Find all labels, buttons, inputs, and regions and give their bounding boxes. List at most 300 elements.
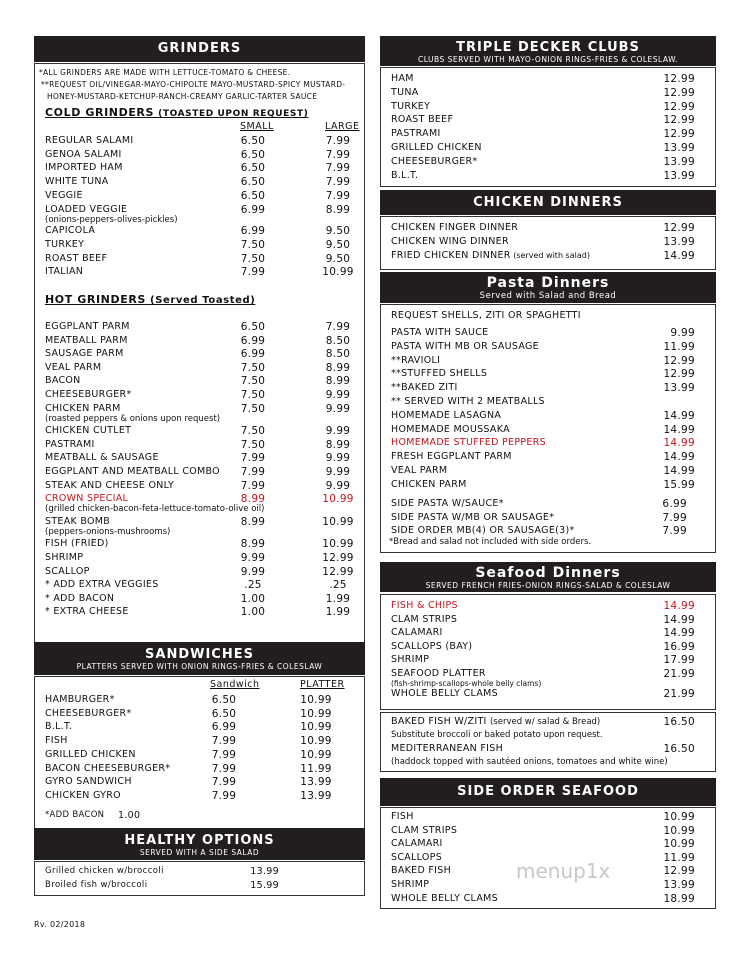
item-price-2: 7.99 <box>325 162 351 175</box>
item-price-1: 7.50 <box>240 238 266 251</box>
item-name: SHRIMP <box>45 552 84 563</box>
item-name: ** SERVED WITH 2 MEATBALLS <box>391 396 545 407</box>
item-name: BACON <box>45 375 81 387</box>
item-price-2: 12.99 <box>322 565 354 578</box>
item-price: 18.99 <box>663 892 695 905</box>
item-price-2: 9.99 <box>325 425 351 438</box>
med-fish-name: MEDITERRANEAN FISH <box>391 743 504 754</box>
item-price-1: 1.00 <box>240 606 266 619</box>
item-description: (peppers-onions-mushrooms) <box>45 526 171 537</box>
triple-header <box>380 36 716 66</box>
cold-grinders-heading <box>45 106 308 119</box>
triple-title: TRIPLE DECKER CLUBS <box>456 40 640 55</box>
item-price: 11.99 <box>663 340 695 353</box>
menu-item <box>35 749 364 762</box>
item-price-1: 6.99 <box>240 348 266 361</box>
item-name: CALAMARI <box>391 627 443 639</box>
menu-item <box>35 480 364 493</box>
item-price: 13.99 <box>663 142 695 154</box>
baked-fish-name <box>391 716 600 727</box>
menu-item <box>35 735 364 748</box>
item-name: CALAMARI <box>391 838 443 850</box>
chicken-box <box>380 216 716 270</box>
cold-grinders-subtitle: (TOASTED UPON REQUEST) <box>158 109 309 119</box>
item-price-2: 8.99 <box>325 438 351 451</box>
menu-item <box>381 437 715 450</box>
item-price-2: 8.99 <box>325 361 351 374</box>
menu-item <box>35 149 364 162</box>
item-price: 12.99 <box>663 865 695 878</box>
item-price-1: 7.50 <box>240 252 266 265</box>
item-price: 12.99 <box>663 86 695 99</box>
item-price-2: 9.50 <box>325 252 351 265</box>
menu-item <box>35 763 364 776</box>
menu-item <box>381 368 715 381</box>
item-name: Broiled fish w/broccoli <box>45 879 148 890</box>
item-price: 12.99 <box>663 128 695 141</box>
triple-box <box>380 67 716 187</box>
add-bacon-row <box>35 810 364 823</box>
item-price: 10.99 <box>663 824 695 837</box>
item-price-1: 7.99 <box>211 762 237 775</box>
menu-item <box>381 101 715 114</box>
item-name: VEAL PARM <box>45 361 102 373</box>
healthy-subtitle: SERVED WITH A SIDE SALAD <box>139 848 260 857</box>
menu-item <box>35 593 364 606</box>
item-price-1: 9.99 <box>240 565 266 578</box>
item-price-2: 9.50 <box>325 225 351 238</box>
menu-item <box>381 355 715 368</box>
item-price-2: 7.99 <box>325 321 351 333</box>
item-name: TURKEY <box>45 238 85 250</box>
item-name: FISH & CHIPS <box>391 600 458 611</box>
item-price: 13.99 <box>663 382 695 395</box>
item-price: 12.99 <box>663 73 695 85</box>
item-name: ITALIAN <box>45 266 84 278</box>
side-seafood-header <box>380 778 716 806</box>
item-price: 13.99 <box>663 155 695 168</box>
seafood-subtitle: SERVED FRENCH FRIES-ONION RINGS-SALAD & COLESLAW <box>425 581 671 590</box>
item-price: 16.99 <box>663 640 695 653</box>
item-price: 14.99 <box>663 423 695 436</box>
item-price-1: 7.99 <box>240 266 266 279</box>
item-name: TUNA <box>391 86 419 98</box>
menu-item <box>381 410 715 423</box>
item-price: 13.99 <box>663 235 695 248</box>
med-fish-sub: (haddock topped with sautéed onions, tomatoes and white wine) <box>391 757 668 767</box>
item-price: 14.99 <box>663 437 695 450</box>
item-name: EGGPLANT PARM <box>45 321 130 332</box>
menu-item <box>35 694 364 707</box>
side-seafood-title: SIDE ORDER SEAFOOD <box>457 784 639 799</box>
item-price-2: 12.99 <box>322 552 354 564</box>
menu-item <box>381 600 715 613</box>
item-price-2: 9.99 <box>325 466 351 478</box>
item-price-1: 7.50 <box>240 389 266 401</box>
menu-item <box>381 498 715 511</box>
item-name: HAMBURGER* <box>45 694 115 705</box>
item-name: CLAM STRIPS <box>391 824 458 836</box>
item-name: VEAL PARM <box>391 465 448 476</box>
item-price-1: 6.50 <box>240 176 266 189</box>
hot-grinders-title: HOT GRINDERS <box>45 293 146 306</box>
menu-item <box>381 838 715 851</box>
sandwiches-box <box>34 676 365 830</box>
item-price-2: 13.99 <box>300 776 332 789</box>
item-name: * ADD BACON <box>45 592 115 604</box>
baked-fish-row <box>381 716 715 729</box>
item-price-2: 9.50 <box>325 238 351 251</box>
item-price: 12.99 <box>663 354 695 367</box>
item-price-2: 10.99 <box>300 694 332 706</box>
item-name: CLAM STRIPS <box>391 613 458 625</box>
item-name: FISH (FRIED) <box>45 538 109 550</box>
item-price-1: 1.00 <box>240 592 266 605</box>
item-description: (roasted peppers & onions upon request) <box>45 413 221 424</box>
item-price-1: 7.99 <box>240 452 266 465</box>
item-name: CHICKEN PARM <box>45 402 121 414</box>
item-price-1: 6.50 <box>240 148 266 161</box>
item-price-2: 7.99 <box>325 189 351 202</box>
seafood-box <box>380 594 716 710</box>
item-price: 10.99 <box>663 811 695 823</box>
menu-item <box>35 866 364 879</box>
menu-item <box>381 327 715 340</box>
menu-item <box>381 614 715 627</box>
item-price-2: 9.99 <box>325 452 351 465</box>
med-fish-row <box>381 743 715 756</box>
item-name: CHICKEN CUTLET <box>45 425 132 437</box>
menu-item <box>35 776 364 789</box>
col-large-header: LARGE <box>325 121 360 132</box>
item-name: B.L.T. <box>391 169 419 181</box>
item-price: 14.99 <box>663 613 695 626</box>
menu-item <box>381 688 715 701</box>
item-name: B.L.T. <box>45 721 73 733</box>
grinders-note-3: HONEY-MUSTARD-KETCHUP-RANCH-CREAMY GARLIC-TARTER SAUCE <box>47 92 318 101</box>
item-price: 14.99 <box>663 627 695 640</box>
item-price-1: 8.99 <box>240 538 266 551</box>
item-name: SCALLOP <box>45 565 90 577</box>
menu-item <box>381 382 715 395</box>
item-price-2: 8.50 <box>325 334 351 347</box>
item-name: VEGGIE <box>45 189 83 201</box>
item-price-2: 9.99 <box>325 402 351 415</box>
item-price-1: 7.99 <box>240 466 266 478</box>
pasta-box <box>380 304 716 553</box>
menu-item <box>35 425 364 438</box>
item-price-2: 8.99 <box>325 203 351 216</box>
menu-item <box>35 538 364 551</box>
pasta-title: Pasta Dinners <box>486 275 610 291</box>
menu-item <box>35 225 364 238</box>
item-description: (fish-shrimp-scallops-whole belly clams) <box>391 679 542 688</box>
menu-item <box>381 236 715 249</box>
grinders-box <box>34 63 365 669</box>
item-price: 7.99 <box>662 511 687 524</box>
menu-item <box>35 239 364 252</box>
item-price: 15.99 <box>250 879 279 891</box>
menu-item <box>35 253 364 266</box>
item-name: HOMEMADE STUFFED PEPPERS <box>391 437 546 449</box>
grinders-note-1: *ALL GRINDERS ARE MADE WITH LETTUCE-TOMATO & CHEESE. <box>39 68 291 77</box>
item-price-1: 7.50 <box>240 425 266 438</box>
item-price-1: 7.99 <box>211 776 237 789</box>
menu-item <box>35 362 364 375</box>
menu-item <box>35 721 364 734</box>
item-name: BAKED FISH <box>391 865 452 877</box>
item-price-2: 1.99 <box>325 592 351 605</box>
item-name: IMPORTED HAM <box>45 162 123 174</box>
menu-item <box>35 335 364 348</box>
menu-item <box>381 156 715 169</box>
baked-fish-title: BAKED FISH W/ZITI <box>391 716 487 727</box>
item-price-1: 6.99 <box>240 203 266 216</box>
item-price-2: 9.99 <box>325 389 351 401</box>
item-name: SCALLOPS (BAY) <box>391 640 473 652</box>
item-price-2: 8.99 <box>325 375 351 388</box>
item-name: CHEESEBURGER* <box>45 707 132 719</box>
item-name: SCALLOPS <box>391 851 443 863</box>
sandwiches-header <box>34 642 365 675</box>
item-price: 14.99 <box>663 451 695 464</box>
item-name: **RAVIOLI <box>391 354 441 366</box>
item-name: BACON CHEESEBURGER* <box>45 762 171 774</box>
item-name: PASTA WITH MB OR SAUSAGE <box>391 340 539 352</box>
menu-item <box>35 439 364 452</box>
chicken-header <box>380 190 716 215</box>
item-price-2: .25 <box>329 579 347 592</box>
menu-item <box>381 87 715 100</box>
menu-item <box>35 566 364 579</box>
item-name: SHRIMP <box>391 879 430 890</box>
menu-item <box>381 222 715 235</box>
item-name: PASTRAMI <box>45 438 95 450</box>
sandwiches-title: SANDWICHES <box>145 647 254 662</box>
pasta-side-note: *Bread and salad not included with side orders. <box>389 537 592 547</box>
revision-date: Rv. 02/2018 <box>34 920 86 929</box>
side-seafood-box <box>380 807 716 909</box>
item-name: CROWN SPECIAL <box>45 493 129 505</box>
right-column <box>380 36 716 916</box>
item-price: 12.99 <box>663 368 695 381</box>
item-name: * EXTRA CHEESE <box>45 606 129 618</box>
item-name: FRIED CHICKEN DINNER (served with salad) <box>391 249 590 261</box>
item-price-2: 7.99 <box>325 135 351 147</box>
menu-item <box>35 176 364 189</box>
item-price-1: 6.50 <box>240 162 266 175</box>
menu-item <box>381 424 715 437</box>
item-name: GRILLED CHICKEN <box>45 748 136 760</box>
item-price-1: 6.50 <box>240 321 266 333</box>
item-name: CHEESEBURGER* <box>45 389 132 400</box>
item-name: * ADD EXTRA VEGGIES <box>45 579 159 591</box>
item-name: SAUSAGE PARM <box>45 348 124 360</box>
item-name: TURKEY <box>391 100 431 112</box>
item-name: EGGPLANT AND MEATBALL COMBO <box>45 466 220 477</box>
item-price-2: 10.99 <box>300 748 332 761</box>
item-name: SIDE PASTA W/SAUCE* <box>391 498 504 509</box>
item-name: SIDE PASTA W/MB OR SAUSAGE* <box>391 511 555 523</box>
item-name: Grilled chicken w/broccoli <box>45 866 164 876</box>
item-price-2: 10.99 <box>300 735 332 748</box>
add-bacon-price: 1.00 <box>118 810 141 821</box>
col-sandwich-header: Sandwich <box>210 679 260 690</box>
menu-item <box>381 128 715 141</box>
item-price-1: 6.50 <box>211 707 237 720</box>
item-price-1: 6.50 <box>240 135 266 147</box>
item-name: WHOLE BELLY CLAMS <box>391 892 498 904</box>
menu-item <box>35 708 364 721</box>
item-price-1: 7.99 <box>240 479 266 492</box>
item-price-2: 10.99 <box>300 721 332 734</box>
menu-item <box>381 451 715 464</box>
item-price-2: 1.99 <box>325 606 351 619</box>
menu-item <box>381 170 715 183</box>
baked-fish-price: 16.50 <box>663 716 695 728</box>
left-column <box>34 36 365 936</box>
item-name: CHICKEN GYRO <box>45 789 121 801</box>
menu-item <box>35 579 364 592</box>
item-name: HOMEMADE LASAGNA <box>391 409 502 421</box>
menu-item <box>381 250 715 263</box>
item-price: 21.99 <box>663 687 695 700</box>
item-price-1: 7.99 <box>211 748 237 761</box>
item-price-1: 7.50 <box>240 402 266 415</box>
item-price-1: 6.50 <box>240 189 266 202</box>
item-price-1: 7.50 <box>240 438 266 451</box>
menu-item <box>381 641 715 654</box>
item-price: 13.99 <box>663 879 695 891</box>
item-name: STEAK BOMB <box>45 515 111 527</box>
item-name: HOMEMADE MOUSSAKA <box>391 423 510 435</box>
item-price-1: 6.50 <box>211 694 237 706</box>
item-price: 13.99 <box>250 866 279 877</box>
item-name: PASTRAMI <box>391 128 441 140</box>
item-price-2: 11.99 <box>300 762 332 775</box>
item-name: WHOLE BELLY CLAMS <box>391 687 498 699</box>
item-name: CHEESEBURGER* <box>391 155 478 167</box>
item-name: CAPICOLA <box>45 225 96 237</box>
grinders-header <box>34 36 365 62</box>
baked-fish-note: (served w/ salad & Bread) <box>489 717 601 727</box>
item-name: GENOA SALAMI <box>45 148 122 160</box>
item-name: LOADED VEGGIE <box>45 203 128 215</box>
item-name: STEAK AND CHEESE ONLY <box>45 479 175 491</box>
menu-item <box>381 114 715 127</box>
menu-item <box>381 142 715 155</box>
item-name: SHRIMP <box>391 654 430 666</box>
item-price-2: 7.99 <box>325 148 351 161</box>
item-name: FISH <box>391 811 414 822</box>
menu-item <box>35 190 364 203</box>
menu-item <box>35 162 364 175</box>
grinders-title: GRINDERS <box>157 41 242 56</box>
item-note: (served with salad) <box>510 250 590 260</box>
menu-item <box>35 552 364 565</box>
menu-item <box>35 135 364 148</box>
cold-grinders-title: COLD GRINDERS <box>45 106 155 119</box>
item-price-2: 8.50 <box>325 348 351 361</box>
item-price: 21.99 <box>663 668 695 680</box>
item-name: **BAKED ZITI <box>391 382 458 394</box>
menu-item <box>381 825 715 838</box>
pasta-request-row <box>381 310 715 323</box>
menu-item <box>35 880 364 893</box>
item-name: MEATBALL PARM <box>45 334 128 346</box>
item-name: CHICKEN PARM <box>391 478 467 490</box>
pasta-header <box>380 272 716 303</box>
med-fish-price: 16.50 <box>663 743 695 755</box>
item-name: FISH <box>45 735 68 747</box>
menu-item <box>381 512 715 525</box>
item-price-1: 7.99 <box>211 735 237 748</box>
item-name: REGULAR SALAMI <box>45 135 134 146</box>
grinders-note-2: **REQUEST OIL/VINEGAR-MAYO-CHIPOLTE MAYO-MUSTARD-SPICY MUSTARD- <box>41 80 346 89</box>
item-price-1: 6.99 <box>211 721 237 734</box>
item-name: FRESH EGGPLANT PARM <box>391 451 512 463</box>
item-price-1: 9.99 <box>240 552 266 564</box>
item-name: GYRO SANDWICH <box>45 776 132 788</box>
menu-item <box>381 396 715 409</box>
item-price: 12.99 <box>663 100 695 113</box>
hot-grinders-subtitle: (Served Toasted) <box>150 295 256 306</box>
healthy-header <box>34 828 365 860</box>
item-name: ROAST BEEF <box>45 252 108 264</box>
item-price: 17.99 <box>663 654 695 667</box>
item-price-2: 10.99 <box>322 538 354 551</box>
col-platter-header: PLATTER <box>300 679 345 690</box>
item-name: **STUFFED SHELLS <box>391 368 488 380</box>
menu-item <box>381 465 715 478</box>
item-price-1: 7.50 <box>240 375 266 388</box>
sandwiches-subtitle: PLATTERS SERVED WITH ONION RINGS-FRIES & COLESLAW <box>76 662 323 671</box>
item-name: CHICKEN FINGER DINNER <box>391 222 519 233</box>
item-price-2: 10.99 <box>322 515 354 528</box>
item-price: 12.99 <box>663 222 695 234</box>
item-price: 14.99 <box>663 600 695 612</box>
item-name: GRILLED CHICKEN <box>391 142 482 153</box>
menu-item <box>35 606 364 619</box>
item-price: 6.99 <box>662 498 687 510</box>
menu-item <box>381 811 715 824</box>
menu-item <box>381 654 715 667</box>
item-price: 14.99 <box>663 249 695 262</box>
item-price: 14.99 <box>663 465 695 477</box>
item-description: (onions-peppers-olives-pickles) <box>45 214 178 225</box>
item-description: (grilled chicken-bacon-feta-lettuce-tomato-olive oil) <box>45 504 265 515</box>
menu-item <box>35 466 364 479</box>
item-price-1: 8.99 <box>240 515 266 528</box>
item-price-2: 10.99 <box>322 266 354 279</box>
item-price-2: 9.99 <box>325 479 351 492</box>
col-small-header: SMALL <box>240 121 274 132</box>
triple-subtitle: CLUBS SERVED WITH MAYO-ONION RINGS-FRIES & COLESLAW. <box>417 55 679 64</box>
item-price-1: .25 <box>244 579 262 592</box>
menu-item <box>381 893 715 906</box>
item-price-1: 7.50 <box>240 361 266 374</box>
chicken-title: CHICKEN DINNERS <box>473 195 623 210</box>
menu-item <box>381 479 715 492</box>
menu-item <box>381 73 715 86</box>
item-price: 10.99 <box>663 838 695 851</box>
add-bacon-label: *ADD BACON <box>45 810 105 820</box>
healthy-box <box>34 861 365 896</box>
item-price-2: 7.99 <box>325 176 351 189</box>
baked-fish-box <box>380 712 716 772</box>
item-price: 12.99 <box>663 114 695 127</box>
seafood-title: Seafood Dinners <box>475 565 621 581</box>
